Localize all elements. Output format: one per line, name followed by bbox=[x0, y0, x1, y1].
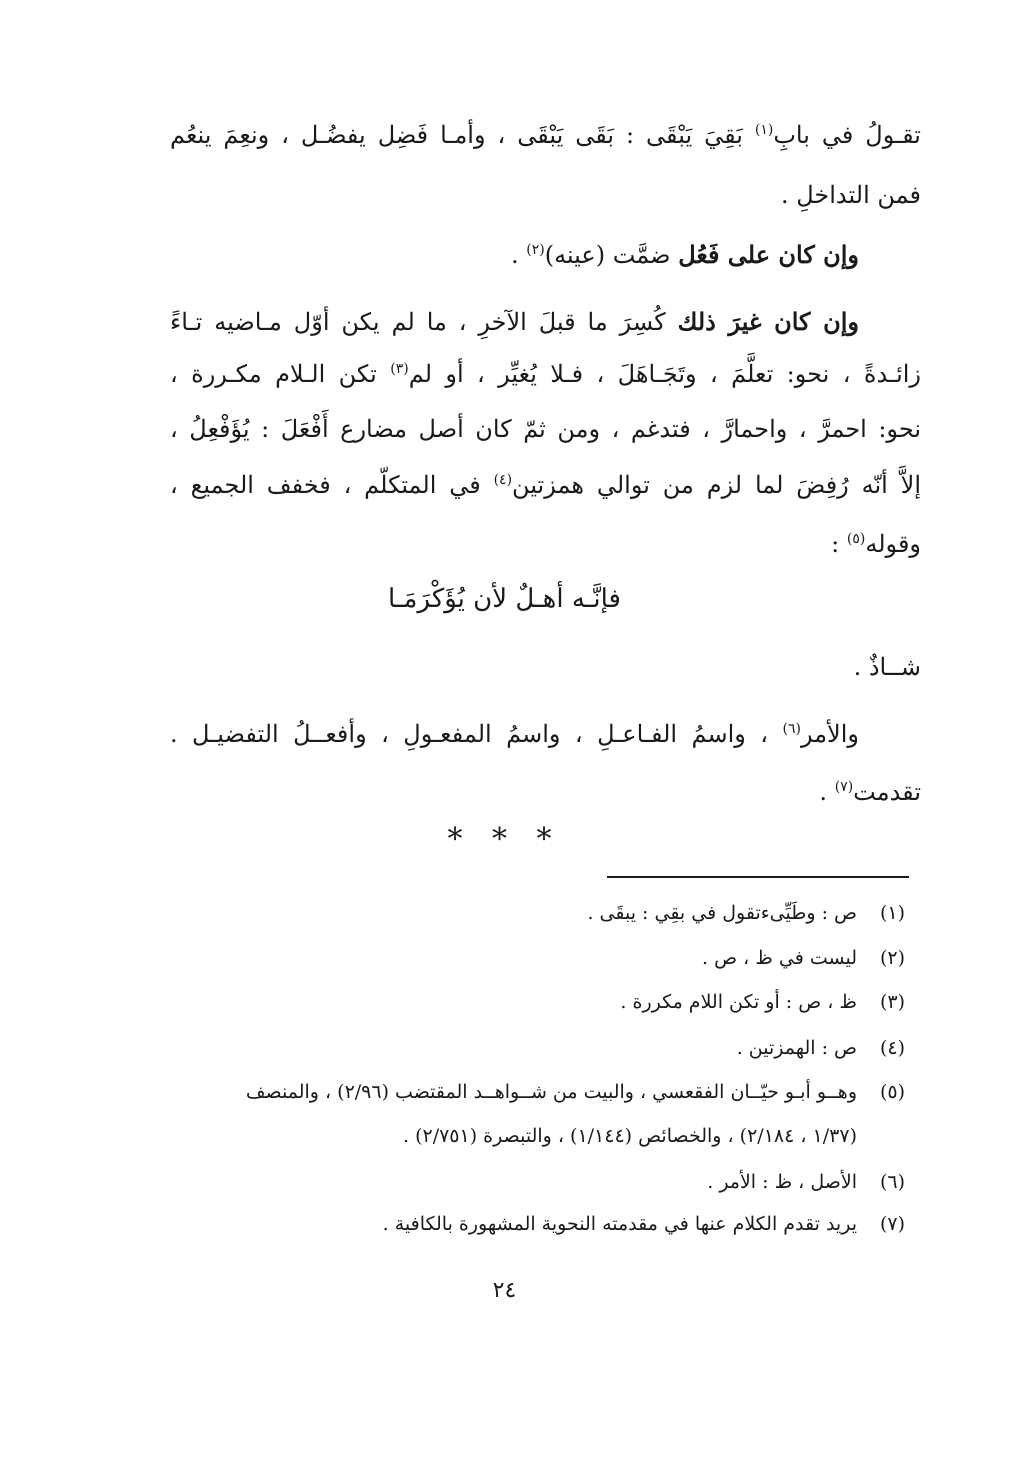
body-line-1: تقـولُ في بابِ$^{(١)}$ بَقِيَ يَبْقَى : بَقَى يَبْقَى ، وأمـا فَضِل يفضُـل ، ونعِمَ ينعُم bbox=[170, 121, 921, 149]
footnote-2: (٢)ليست في ظ ، ص . bbox=[702, 947, 905, 969]
body-line-4: وإن كان غيرَ ذلك كُسِرَ ما قبلَ الآخرِ ، ما لم يكن أوّل مـاضيه تـاءً bbox=[170, 307, 859, 336]
body-line-7: إلاَّ أنّه رُفِضَ لما لزم من توالي همزتين$^{(٤)}$ في المتكلّم ، فخفف الجميع ، bbox=[170, 471, 921, 499]
footnote-4: (٤)ص : الهمزتين . bbox=[736, 1037, 905, 1059]
footnote-7: (٧)يريد تقدم الكلام عنها في مقدمته النحوية المشهورة بالكافية . bbox=[382, 1213, 905, 1235]
verse-line: فإنَّـه أهـلٌ لأن يُؤَكْرَمَـا bbox=[388, 584, 621, 614]
footnote-1: (١)ص : وطَيِّىءتقول في بقِي : يبقَى . bbox=[587, 902, 905, 924]
footnote-3: (٣)ظ ، ص : أو تكن اللام مكررة . bbox=[620, 991, 905, 1013]
footnote-5: (٥)وهــو أبـو حيّــان الفقعسي ، والبيت من شــواهــد المقتضب (٢/٩٦) ، والمنصف bbox=[245, 1081, 905, 1103]
body-line-6: نحو: احمرَّ ، واحمارَّ ، فتدغم ، ومن ثمّ كان أصل مضارع أَفْعَلَ : يُؤَفْعِلُ ، bbox=[170, 415, 921, 443]
body-line-8: وقوله$^{(٥)}$ : bbox=[831, 530, 921, 558]
body-line-11: تقدمت$^{(٧)}$ . bbox=[819, 778, 921, 806]
footnote-5-continuation: (١/٣٧ ، ٢/١٨٤) ، والخصائص (١/١٤٤) ، والتبصرة (٢/٧٥١) . bbox=[403, 1125, 857, 1147]
section-separator: * * * bbox=[447, 822, 562, 857]
body-line-9: شــاذٌ . bbox=[853, 653, 921, 681]
footnote-6: (٦)الأصل ، ظ : الأمر . bbox=[707, 1171, 905, 1193]
body-line-5: زائـدةً ، نحو: تعلَّمَ ، وتَجَـاهَلَ ، فـلا يُغيِّر ، أو لم$^{(٣)}$ تكن الـلام مكـررة ، bbox=[170, 360, 922, 388]
footnote-rule bbox=[607, 876, 909, 878]
body-line-2: فمن التداخلِ . bbox=[780, 181, 921, 209]
body-line-3: وإن كان على فَعُل ضمَّت (عينه)$^{(٢)}$ . bbox=[510, 240, 859, 269]
page-number: ٢٤ bbox=[492, 1278, 517, 1303]
body-line-10: والأمر$^{(٦)}$ ، واسمُ الفـاعـلِ ، واسمُ المفعـولِ ، وأفعــلُ التفضيـل . bbox=[170, 720, 859, 748]
